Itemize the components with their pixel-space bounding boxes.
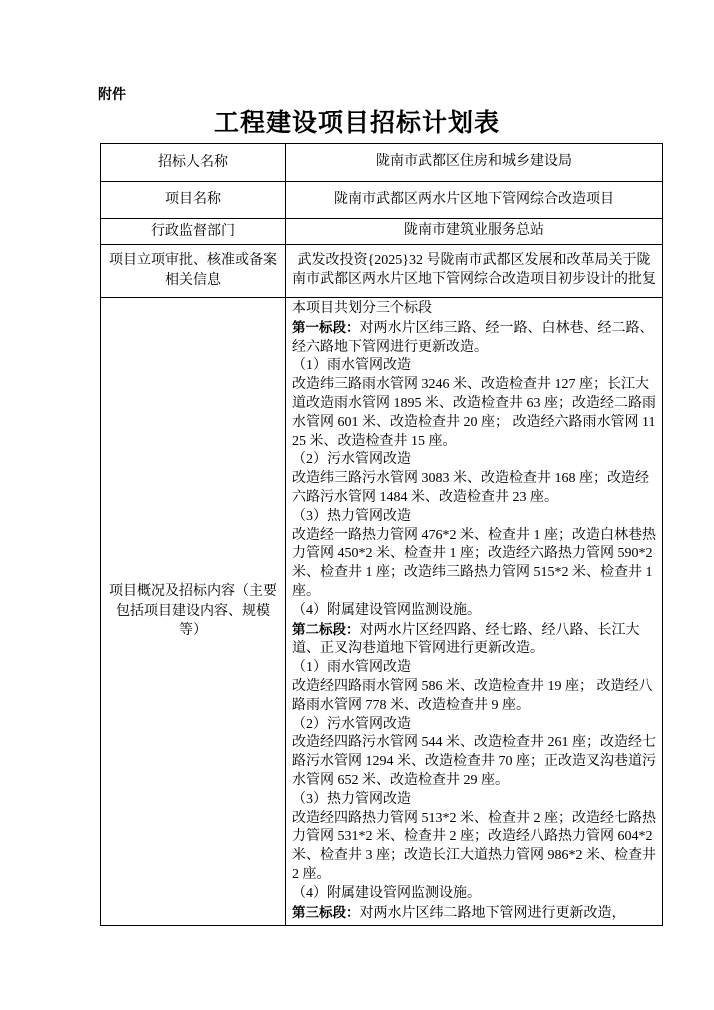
table-row-project-overview [101,298,663,926]
overview-paragraph: （2）污水管网改造 [292,452,411,468]
overview-paragraph: （4）附属建设管网监测设施。 [292,885,481,901]
overview-paragraph: 第三标段：对两水片区纬二路地下管网进行更新改造， [292,904,626,921]
overview-paragraph: 改造纬三路雨水管网 3246 米、改造检查井 127 座；长江大道改造雨水管网 1895 米、改造检查井 63 座；改造经二路雨水管网 601 米、改造检查井 20 座； 改造经六路雨水管网 1125 米、改造检查井 15 座。 [292,377,656,449]
overview-paragraph: （4）附属建设管网监测设施。 [292,602,481,618]
overview-paragraph: （2）污水管网改造 [292,716,411,732]
bid-plan-table [100,143,663,926]
overview-paragraph: 改造经一路热力管网 476*2 米、检查井 1 座；改造白林巷热力管网 450*2 米、检查井 1 座；改造经六路热力管网 590*2 米、检查井 1 座；改造纬三路热力管网 515*2 米、检查井 1 座。 [292,527,656,599]
overview-paragraph: 改造经四路雨水管网 586 米、改造检查井 19 座； 改造经八路雨水管网 778 米、改造检查井 9 座。 [292,678,653,713]
table-row-bidder-name [101,144,663,182]
table-row-project-name [101,182,663,219]
overview-content [286,298,663,926]
section-heading: 第二标段： [292,621,360,637]
overview-paragraph: 改造经四路污水管网 544 米、改造检查井 261 座；改造经七路污水管网 1294 米、改造检查井 70 座；正改造叉沟巷道污水管网 652 米、改造检查井 29 座。 [292,735,656,788]
row-value-project-name: 陇南市武都区两水片区地下管网综合改造项目 [286,182,663,219]
row-value-bidder-name: 陇南市武都区住房和城乡建设局 [286,144,663,182]
document-title: 工程建设项目招标计划表 [213,110,500,137]
attachment-label: 附件 [98,88,126,103]
overview-paragraph: （3）热力管网改造 [292,791,411,807]
table-row-approval-info [101,245,663,298]
row-label-project-name: 项目名称 [101,182,286,219]
overview-paragraph: 改造经四路热力管网 513*2 米、检查井 2 座；改造经七路热力管网 531*2 米、检查井 2 座；改造经八路热力管网 604*2 米、检查井 3 座；改造长江大道热力管网 986*2 米、检查井 2 座。 [292,810,656,882]
overview-paragraph: （1）雨水管网改造 [292,358,411,374]
overview-paragraph: 第一标段：对两水片区纬三路、经一路、白林巷、经二路、经六路地下管网进行更新改造。 [292,319,654,355]
row-label-approval-info: 项目立项审批、核准或备案相关信息 [101,245,286,298]
row-label-bidder-name: 招标人名称 [101,144,286,182]
section-heading: 第三标段： [292,904,360,920]
overview-paragraph: （1）雨水管网改造 [292,660,411,676]
overview-paragraph: 改造纬三路污水管网 3083 米、改造检查井 168 座；改造经六路污水管网 1484 米、改造检查井 23 座。 [292,471,649,505]
overview-paragraph: 本项目共划分三个标段 [292,301,432,316]
row-label-project-overview: 项目概况及招标内容（主要包括项目建设内容、规模等） [101,298,286,926]
overview-paragraph: （3）热力管网改造 [292,508,411,524]
row-value-approval-info: 武发改投资{2025}32 号陇南市武都区发展和改革局关于陇南市武都区两水片区地下管网综合改造项目初步设计的批复 [286,245,663,298]
overview-paragraph: 第二标段：对两水片区经四路、经七路、经八路、长江大道、正叉沟巷道地下管网进行更新改造。 [292,621,640,657]
row-value-supervision-dept: 陇南市建筑业服务总站 [286,219,663,245]
table-row-supervision-dept [101,219,663,245]
section-heading: 第一标段： [292,319,360,335]
row-label-supervision-dept: 行政监督部门 [101,219,286,245]
